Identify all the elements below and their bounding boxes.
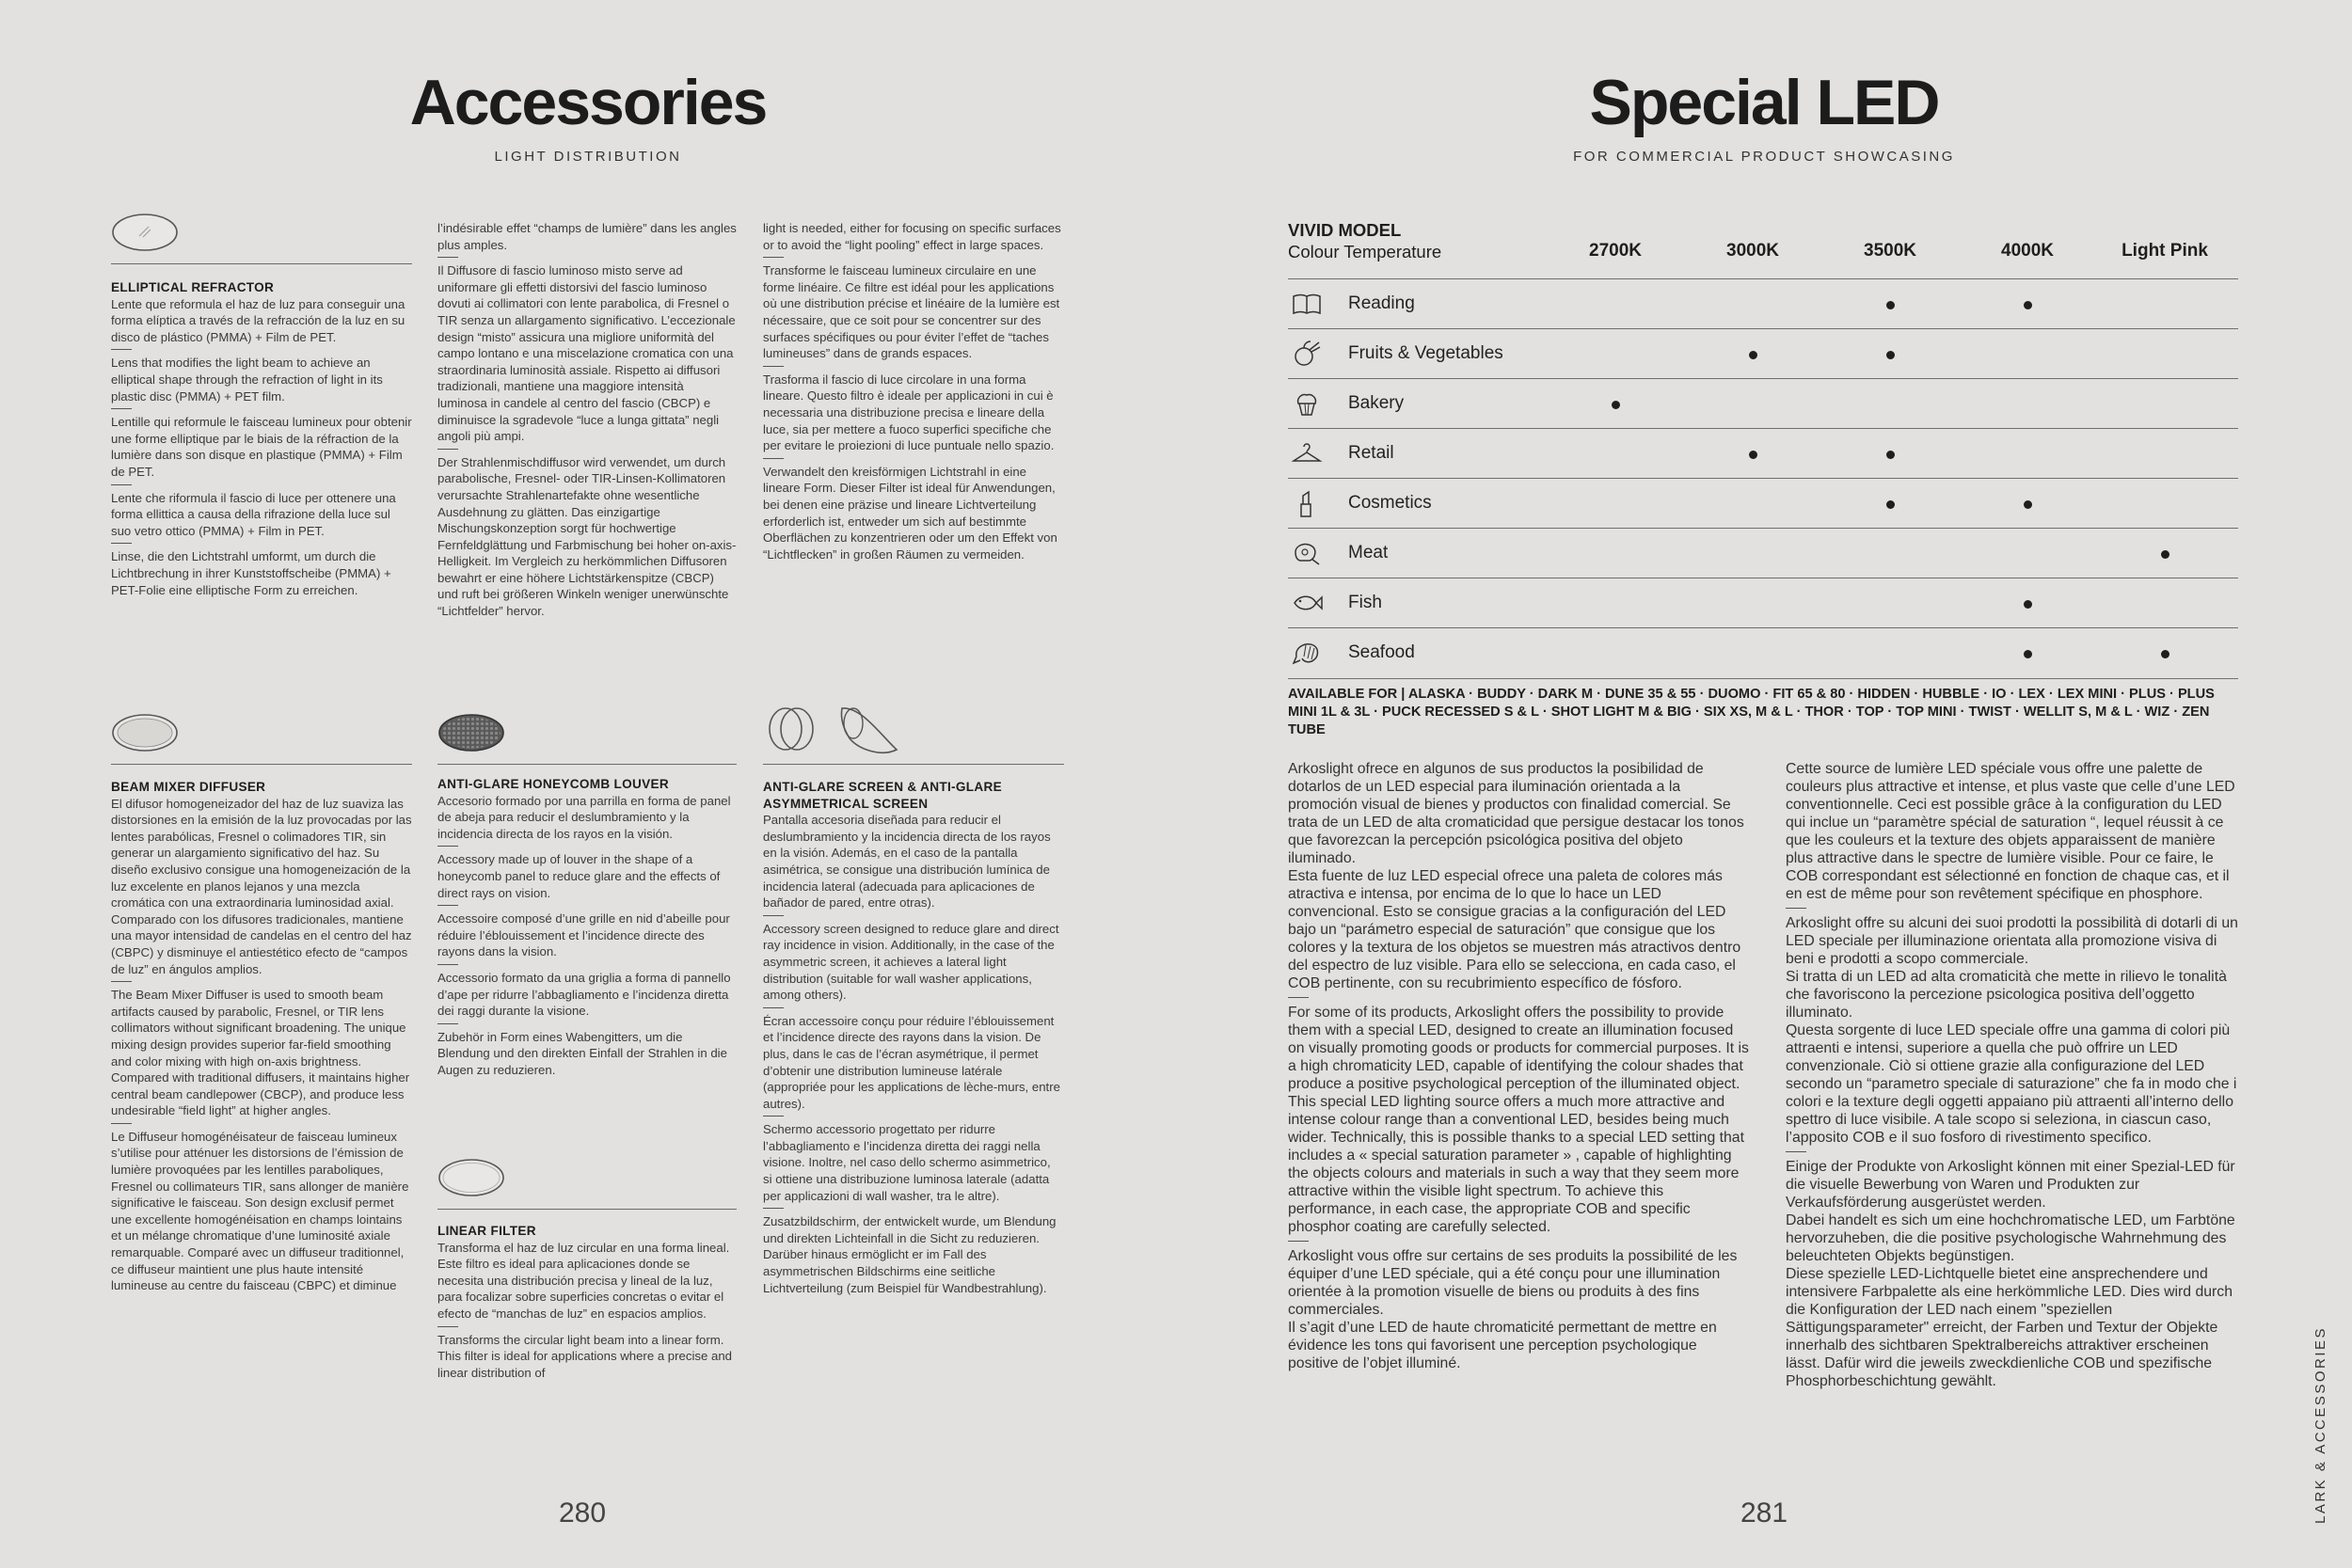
section-heading: BEAM MIXER DIFFUSER — [111, 780, 266, 794]
mark-4000k — [2024, 500, 2032, 509]
page-number-right: 281 — [1740, 1497, 1788, 1528]
text-de: Linse, die den Lichtstrahl umformt, um durch die Lichtbrechung in ihrer Kunststoffscheibe (PMMA) + PET-Folie eine elliptische Form zu erreichen. — [111, 549, 391, 597]
row-label: Meat — [1348, 543, 1389, 562]
table-row-fruits-vegetables — [1288, 328, 2238, 379]
mark-4000k — [2024, 600, 2032, 609]
table-row-bakery — [1288, 378, 2238, 429]
divider — [763, 764, 1064, 765]
divider — [111, 764, 412, 765]
text-de: Zubehör in Form eines Wabengitters, um die Blendung und den direkten Einfall der Strahlen in die Augen zu reduzieren. — [437, 1029, 727, 1077]
row-label: Cosmetics — [1348, 493, 1432, 513]
table-row-fish — [1288, 578, 2238, 628]
page-number-left: 280 — [559, 1497, 607, 1528]
column-header-4000k: 4000K — [2001, 241, 2054, 261]
meat-icon — [1291, 538, 1323, 568]
text-en: Transforms the circular light beam into a linear form. This filter is ideal for applications where a precise and linear distribution of — [437, 1332, 732, 1380]
linear-filter-section — [437, 1223, 737, 1381]
row-label: Retail — [1348, 443, 1394, 463]
book-icon — [1291, 289, 1323, 319]
page-subtitle-light-distribution: LIGHT DISTRIBUTION — [494, 149, 682, 165]
beam-mixer-diffuser-icon — [111, 712, 179, 753]
column-header-3500k: 3500K — [1864, 241, 1916, 261]
shrimp-icon — [1291, 638, 1323, 668]
text-fr-cont: l’indésirable effet “champs de lumière” dans les angles plus amples. — [437, 221, 737, 252]
table-row-reading — [1288, 278, 2238, 329]
vivid-model-label: VIVID MODEL — [1288, 220, 1402, 240]
row-label: Fruits & Vegetables — [1348, 343, 1503, 363]
colour-temperature-label: Colour Temperature — [1288, 242, 1442, 261]
text-it: Trasforma il fascio di luce circolare in una forma lineare. Questo filtro è ideale per applicazioni in cui è necessaria una distribuzione precisa e lineare della luce, sia per mettere a fuoco superfici specifiche che per evitare le proiezioni di luce puntuale nello spazio. — [763, 372, 1055, 453]
text-en: Accessory screen designed to reduce glare and direct ray incidence in vision. Additionally, in the case of the asymmetric screen, it achieves a lateral light distribution (suitable for wall washer applications, among others). — [763, 921, 1059, 1003]
text-en: Accessory made up of louver in the shape of a honeycomb panel to reduce glare and the effects of direct rays on vision. — [437, 852, 721, 900]
text-it: Lente che riformula il fascio di luce per ottenere una forma ellittica a causa della rifrazione della luce sul suo vetro ottico (PMMA) + Film in PET. — [111, 490, 396, 538]
mark-2700k — [1612, 401, 1620, 409]
text-de: Verwandelt den kreisförmigen Lichtstrahl in eine lineare Form. Dieser Filter ist ideal für Anwendungen, bei denen eine präzise und lineare Lichtverteilung erforderlich ist, entweder um sich auf bestimmte Oberflächen zu konzentrieren oder um den Effekt von “Lichtflecken” in großen Räumen zu vermeiden. — [763, 464, 1057, 562]
text-fr: Écran accessoire conçu pour réduire l’éblouissement et l’incidence directe des rayons dans la vision. De plus, dans le cas de l’écran asymétrique, il permet d’obtenir une distribution lumineuse latérale (appropriée pour les applications de lèche-murs, entre autres). — [763, 1013, 1060, 1111]
text-en: Lens that modifies the light beam to achieve an elliptical shape through the refraction of light in its plastic disc (PMMA) + PET film. — [111, 356, 383, 404]
section-heading: LINEAR FILTER — [437, 1224, 536, 1238]
mark-3500k — [1886, 500, 1895, 509]
row-label: Reading — [1348, 293, 1415, 313]
column-header-2700k: 2700K — [1589, 241, 1642, 261]
divider — [437, 764, 737, 765]
text-de: Zusatzbildschirm, der entwickelt wurde, um Blendung und direkten Lichteinfall in die Sicht zu reduzieren. Darüber hinaus ermöglicht er im Fall des asymmetrischen Bildschirms eine seitliche Lichtverteilung (zum Beispiel für Wandbestrahlung). — [763, 1214, 1057, 1295]
table-row-meat — [1288, 528, 2238, 578]
text-de: Einige der Produkte von Arkoslight können mit einer Spezial-LED für die visuelle Bewerbung von Waren und Produkten zur Verkaufsförderung ausgerüstet werden. Dabei handelt es sich um eine hochchromatische LED, um Farbtöne hervorzuheben, die die positive psychologische Wahrnehmung des beleuchteten Objekts begünstigen. Diese spezielle LED-Lichtquelle bietet eine ansprechendere und intensivere Farbpalette als eine herkömmliche LED. Dies wird durch die Konfiguration der LED nach einem "speziellen Sättigungsparameter" erreicht, der Farben und Textur der Objekte innerhalb des sichtbaren Spektralbereichs attraktiver erscheinen lässt. Dafür wird die jeweils zweckdienliche COB und spezifische Phosphorbeschichtung gewählt. — [1786, 1159, 2235, 1389]
side-section-label: LARK & ACCESSORIES — [2312, 1325, 2328, 1524]
honeycomb-section — [437, 776, 737, 1079]
elliptical-refractor-icon — [111, 212, 179, 253]
mark-light-pink — [2161, 650, 2169, 658]
text-es: Transforma el haz de luz circular en una forma lineal. Este filtro es ideal para aplicaciones donde se necesita una distribución precisa y lineal de la luz, para focalizar sobre superficies concretas o evitar el efecto de “manchas de luz” en espacios amplios. — [437, 1240, 730, 1321]
beam-mixer-section-cont — [437, 220, 737, 620]
table-row-seafood — [1288, 627, 2238, 679]
text-fr: Transforme le faisceau lumineux circulaire en une forme linéaire. Ce filtre est idéal pour les applications où une distribution précise et linéaire de la lumière est nécessaire, que ce soit pour se concentrer sur des surfaces spécifiques ou pour éviter l’effet de “taches lumineuses” dans de grands espaces. — [763, 263, 1060, 361]
mark-4000k — [2024, 301, 2032, 309]
text-fr: Lentille qui reformule le faisceau lumineux pour obtenir une forme elliptique par le biais de la réfraction de la lumière dans son disque en plastique (PMMA) + Film de PET. — [111, 415, 412, 479]
row-label: Seafood — [1348, 642, 1415, 662]
available-for-list: AVAILABLE FOR | ALASKA · BUDDY · DARK M · DUNE 35 & 55 · DUOMO · FIT 65 & 80 · HIDDEN · HUBBLE · IO · LEX · LEX MINI · PLUS · PLUS MINI 1L & 3L · PUCK RECESSED S & L · SHOT LIGHT M & BIG · SIX XS, M & L · THOR · TOP · TOP MINI · TWIST · WELLIT S, M & L · WIZ · ZEN TUBE — [1288, 687, 2215, 737]
text-fr: Arkoslight vous offre sur certains de ses produits la possibilité de les équiper d’une LED spéciale, qui a été conçu pour une illumination orientée à la promotion visuelle de biens ou produits à des fins commerciales. Il s’agit d’une LED de haute chromaticité permettant de mettre en évidence les tons qui favorisent une perception psychologique positive de l’objet illuminé. — [1288, 1248, 1738, 1371]
text-de: Der Strahlenmischdiffusor wird verwendet, um durch parabolische, Fresnel- oder TIR-Linsen-Kollimatoren verursachte Strahlenartefakte ohne wesentliche Ausdehnung zu glätten. Das einzigartige Mischungskonzeption sorgt für hochwertige Fernfeldglättung und Farbmischung bei hoher on-axis-Helligkeit. Im Vergleich zu herkömmlichen Diffusoren bewahrt er eine höhere Lichtstärkenspitze (CBCP) und ruft bei größeren Winkeln weniger unerwünschte “Lichtfelder” hervor. — [437, 454, 737, 619]
column-header-light-pink: Light Pink — [2122, 241, 2208, 261]
text-it: Schermo accessorio progettato per ridurre l’abbagliamento e l’incidenza diretta dei raggi nella visione. Inoltre, nel caso dello schermo asimmetrico, si ottiene una distribuzione luminosa laterale (adatta per applicazioni di wall washer, tra le altre). — [763, 1122, 1051, 1203]
honeycomb-louver-icon — [437, 712, 505, 753]
text-it: Il Diffusore di fascio luminoso misto serve ad uniformare gli effetti distorsivi del fascio luminoso dovuti ai collimatori con lente parabolica, di Fresnel o TIR senza un allargamento significativo. L’eccezionale design “misto” assicura una migliore uniformità del campo lontano e una miscelazione cromatica con una straordinaria luminosità assiale. Rispetto ai diffusori tradizionali, mantiene una maggiore intensità luminosa in candele al centro del fascio (CBCP) e diminuisce la sgradevole “luce a lunga gittata” negli angoli più ampi. — [437, 263, 736, 444]
section-heading: ANTI-GLARE SCREEN & ANTI-GLARE ASYMMETRICAL SCREEN — [763, 780, 1002, 811]
page-title-special-led: Special LED — [1589, 67, 1939, 138]
text-es: Arkoslight ofrece en algunos de sus productos la posibilidad de dotarlos de un LED especial para iluminación orientada a la promoción visual de bienes y productos con finalidad comercial. Se trata de un LED de alta cromaticidad que persigue destacar los tonos que favorezcan la percepción psicológica positiva del objeto iluminado. Esta fuente de luz LED especial ofrece una paleta de colores más atractiva e intensa, por encima de lo que lo hace un LED convencional. Esto se consigue gracias a la configuración del LED bajo un “parámetro especial de saturación” que consigue que los colores y la textura de los objetos se muestren más atractivos dentro del espectro de luz visible. Para ello se selecciona, en cada caso, el COB pertinente, con su recubrimiento específico de fósforo. — [1288, 761, 1744, 991]
text-es: Pantalla accesoria diseñada para reducir el deslumbramiento y la incidencia directa de los rayos en la visión. Además, en el caso de la pantalla asimétrica, se consigue una distribución lumínica de incidencia lateral (adecuada para aplicaciones de bañador de pared, entre otras). — [763, 813, 1051, 911]
mark-4000k — [2024, 650, 2032, 658]
text-es: El difusor homogeneizador del haz de luz suaviza las distorsiones en la emisión de la luz provocadas por las lentes parabólicas, Fresnel o colimadores TIR, sin generar un alargamiento significativo del haz. Su diseño exclusivo consigue una homogeneización de la luz excelente en planos lejanos y una mezcla cromática con una extraordinaria luminosidad axial. Comparado con los difusores tradicionales, mantiene una mayor intensidad de candelas en el centro del haz (CBPC) y disminuye el antiestético efecto de “campos de luz” en ángulos amplios. — [111, 796, 412, 976]
table-row-retail — [1288, 428, 2238, 479]
text-es: Lente que reformula el haz de luz para conseguir una forma elíptica a través de la refracción de la luz en su disco de plástico (PMMA) + Film de PET. — [111, 296, 405, 344]
text-it: Arkoslight offre su alcuni dei suoi prodotti la possibilità di dotarli di un LED speciale per illuminazione orientata alla promozione visiva di beni e prodotti a scopo commerciale. Si tratta di un LED ad alta cromaticità che mette in rilievo le tonalità che favoriscono la percezione psicologica positiva dell’oggetto illuminato. Questa sorgente di luce LED speciale offre una gamma di colori più attraenti e intensi, superiore a quella che può offrire un LED convenzionale. Ciò si ottiene grazie alla configurazione del LED secondo un “parametro speciale di saturazione” che fa in modo che i colori e la texture degli oggetti appaiano più attraenti all’interno dello spettro di luce visibile. A tale scopo si seleziona, in ciascun caso, l’apposito COB e il suo fosforo di rivestimento specifico. — [1786, 915, 2238, 1146]
special-led-text-col2 — [1786, 760, 2243, 1390]
anti-glare-screen-icon — [767, 701, 908, 757]
linear-filter-icon — [437, 1157, 505, 1198]
column-header-3000k: 3000K — [1726, 241, 1779, 261]
fruit-icon — [1291, 339, 1323, 369]
mark-3500k — [1886, 301, 1895, 309]
linear-filter-section-cont — [763, 220, 1064, 562]
beam-mixer-section — [111, 779, 412, 1294]
text-es: Accesorio formado por una parrilla en forma de panel de abeja para reducir el deslumbramiento y la incidencia directa de los rayos en la visión. — [437, 793, 731, 841]
text-en: The Beam Mixer Diffuser is used to smooth beam artifacts caused by parabolic, Fresnel, or TIR lens collimators without significant broadening. The unique mixing design provides superior far-field smoothing and color mixing with high on-axis brightness. Compared with traditional diffusers, it maintains higher central beam candlepower (CBCP), and produce less undesirable “field light” at higher angles. — [111, 988, 410, 1118]
page-subtitle-commercial: FOR COMMERCIAL PRODUCT SHOWCASING — [1573, 149, 1955, 165]
hanger-icon — [1291, 438, 1323, 468]
table-title — [1288, 219, 1441, 262]
page-title-accessories: Accessories — [409, 67, 767, 138]
mark-light-pink — [2161, 550, 2169, 559]
special-led-text-col1 — [1288, 760, 1749, 1372]
mark-3000k — [1749, 351, 1757, 359]
cupcake-icon — [1291, 388, 1323, 419]
text-fr: Accessoire composé d’une grille en nid d’abeille pour réduire l’éblouissement et l’incidence directe des rayons dans la vision. — [437, 911, 730, 959]
mark-3500k — [1886, 451, 1895, 459]
anti-glare-screen-section — [763, 779, 1062, 1296]
text-en: For some of its products, Arkoslight offers the possibility to provide them with a special LED, designed to create an illumination focused on visually promoting goods or products for commercial purposes. It is a high chromaticity LED, capable of identifying the colour shades that produce a positive psychological perception of the illuminated object. This special LED lighting source offers a much more attractive and intense colour range than a conventional LED, besides being much wider. Technically, this is possible thanks to a special LED setting that includes a « special saturation parameter » , capable of highlighting the objects colours and materials in such a way that they seem more attractive within the visible light spectrum. To achieve this performance, in each case, the appropriate COB and specific phosphor coating are carefully selected. — [1288, 1005, 1749, 1235]
text-en-cont: light is needed, either for focusing on specific surfaces or to avoid the “light pooling” effect in large spaces. — [763, 221, 1061, 252]
mark-3500k — [1886, 351, 1895, 359]
mark-3000k — [1749, 451, 1757, 459]
divider — [111, 263, 412, 264]
elliptical-refractor-section — [111, 279, 412, 598]
row-label: Fish — [1348, 593, 1382, 612]
divider — [437, 1209, 737, 1210]
table-row-cosmetics — [1288, 478, 2238, 529]
fish-icon — [1291, 588, 1323, 618]
section-heading: ANTI-GLARE HONEYCOMB LOUVER — [437, 777, 669, 791]
section-heading: ELLIPTICAL REFRACTOR — [111, 280, 275, 294]
row-label: Bakery — [1348, 393, 1405, 413]
text-it: Accessorio formato da una griglia a forma di pannello d’ape per ridurre l’abbagliamento e l’incidenza diretta dei raggi durante la visione. — [437, 970, 731, 1019]
text-fr: Le Diffuseur homogénéisateur de faisceau lumineux s’utilise pour atténuer les distorsions de l’émission de lumière provoquées par les lentilles paraboliques, Fresnel ou collimateurs TIR, sans allonger de manière significative le faisceau. Son design exclusif permet une excellente homogénéisation en champs lointains et un mélange chromatique d’une luminosité axiale remarquable. Comparé avec un diffuseur traditionnel, ce diffuseur maintient une plus haute intensité lumineuse au centre du faisceau (CBPC) et diminue — [111, 1129, 409, 1293]
text-fr-cont: Cette source de lumière LED spéciale vous offre une palette de couleurs plus attractive et intense, et plus vaste que celle d’une LED conventionnelle. Ceci est possible grâce à la configuration du LED qui inclue un “paramètre spécial de saturation “, lequel réussit à ce que les couleurs et la texture des objets apparaissent de manière plus attractive dans le spectre de lumière visible. Pour ce faire, le COB correspondant est sélectionné en fonction de chaque cas, et il en est de même pour son revêtement spécifique en phosphore. — [1786, 761, 2235, 902]
lipstick-icon — [1291, 488, 1323, 518]
